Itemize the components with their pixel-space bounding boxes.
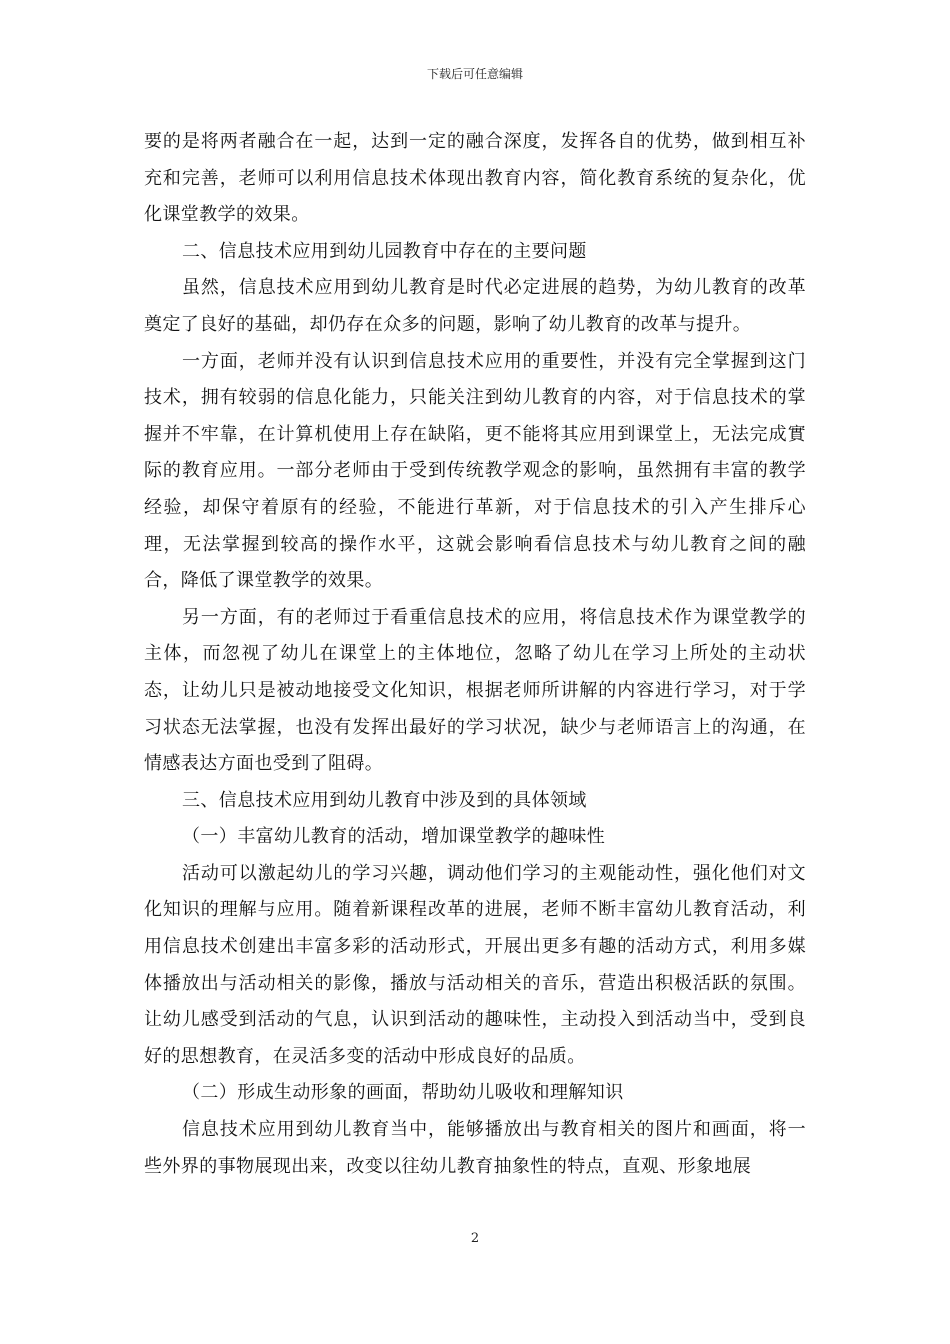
section-heading-3: 三、信息技术应用到幼儿教育中涉及到的具体领域 [182, 789, 587, 811]
page-number: 2 [470, 1231, 480, 1246]
section-heading-2: 二、信息技术应用到幼儿园教育中存在的主要问题 [182, 240, 587, 262]
paragraph: 活动可以激起幼儿的学习兴趣，调动他们学习的主观能动性，强化他们对文化知识的理解与应用。随着新课程改革的进展，老师不断丰富幼儿教育活动，利用信息技术创建出丰富多彩的活动形式，开展出更多有趣的活动方式，利用多媒体播放出与活动相关的影像，播放与活动相关的音乐，营造出积极活跃的氛围。让幼儿感受到活动的气息，认识到活动的趣味性，主动投入到活动当中，受到良好的思想教育，在灵活多变的活动中形成良好的品质。 [144, 862, 806, 1067]
paragraph: 信息技术应用到幼儿教育当中，能够播放出与教育相关的图片和画面，将一些外界的事物展现出来，改变以往幼儿教育抽象性的特点，直观、形象地展 [144, 1119, 806, 1177]
subsection-heading-2: （二）形成生动形象的画面，帮助幼儿吸收和理解知识 [182, 1082, 624, 1104]
paragraph: 虽然，信息技术应用到幼儿教育是时代必定进展的趋势，为幼儿教育的改革奠定了良好的基础，却仍存在众多的问题，影响了幼儿教育的改革与提升。 [144, 277, 806, 335]
document-body [144, 124, 806, 1185]
paragraph: 另一方面，有的老师过于看重信息技术的应用，将信息技术作为课堂教学的主体，而忽视了幼儿在课堂上的主体地位，忽略了幼儿在学习上所处的主动状态，让幼儿只是被动地接受文化知识，根据老师所讲解的内容进行学习，对于学习状态无法掌握，也没有发挥出最好的学习状况，缺少与老师语言上的沟通，在情感表达方面也受到了阻碍。 [144, 606, 806, 775]
paragraph-continuation: 要的是将两者融合在一起，达到一定的融合深度，发挥各自的优势，做到相互补充和完善，老师可以利用信息技术体现出教育内容，简化教育系统的复杂化，优化课堂教学的效果。 [144, 131, 806, 226]
subsection-heading-1: （一）丰富幼儿教育的活动，增加课堂教学的趣味性 [182, 826, 606, 848]
page-header: 下载后可任意编辑 [426, 67, 523, 81]
paragraph: 一方面，老师并没有认识到信息技术应用的重要性，并没有完全掌握到这门技术，拥有较弱的信息化能力，只能关注到幼儿教育的内容，对于信息技术的掌握并不牢靠，在计算机使用上存在缺陷，更不能将其应用到课堂上，无法完成實际的教育应用。一部分老师由于受到传统教学观念的影响，虽然拥有丰富的教学经验，却保守着原有的经验，不能进行革新，对于信息技术的引入产生排斥心理，无法掌握到较高的操作水平，这就会影响看信息技术与幼儿教育之间的融合，降低了课堂教学的效果。 [144, 350, 806, 592]
